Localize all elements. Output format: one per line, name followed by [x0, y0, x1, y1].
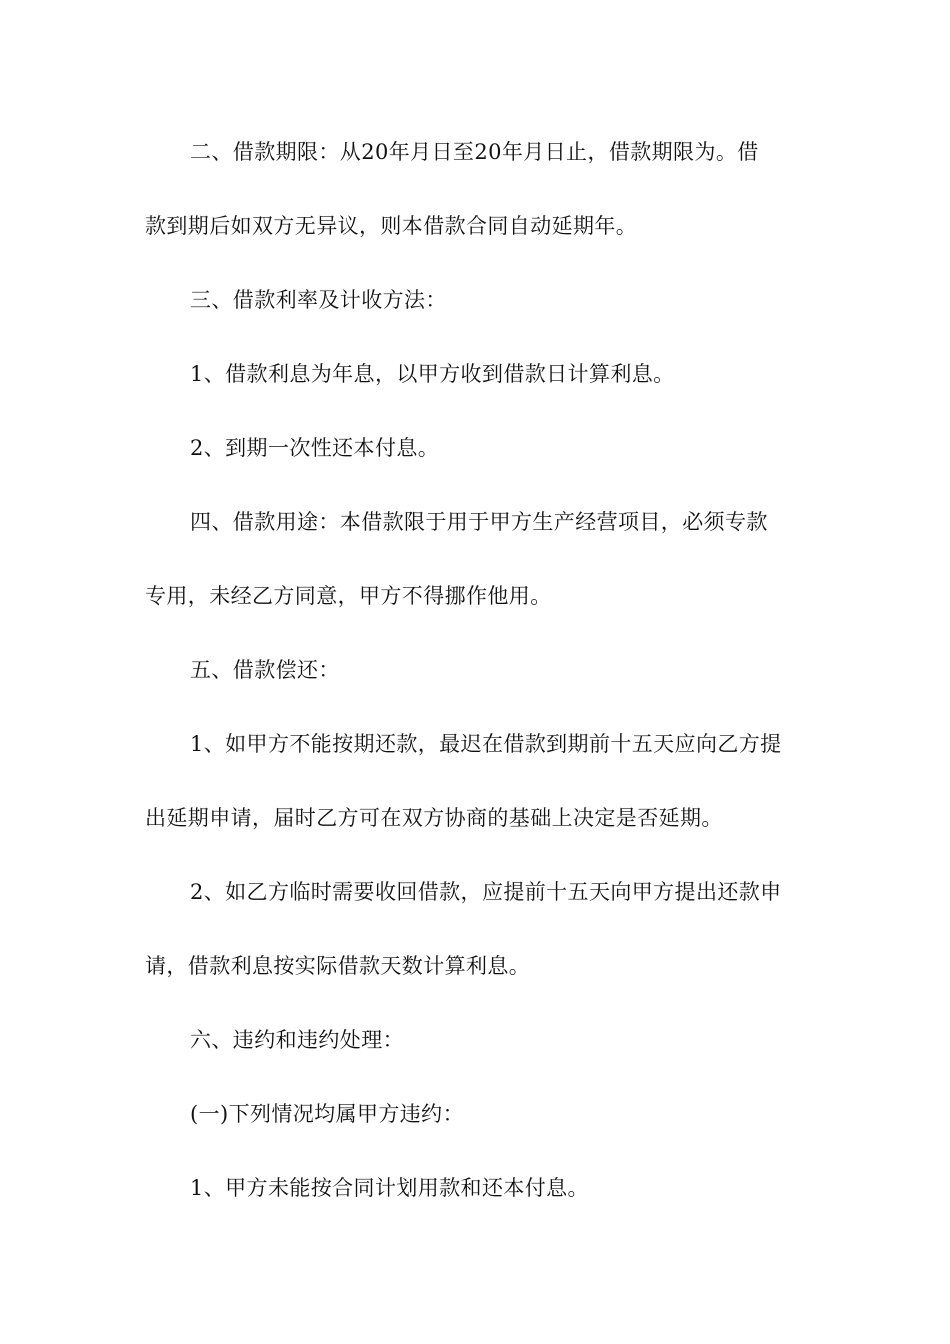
section-3-item-2: 2、到期一次性还本付息。: [190, 436, 440, 460]
section-2-loan-term-line-2: 款到期后如双方无异议，则本借款合同自动延期年。: [145, 214, 638, 238]
section-3-item-1: 1、借款利息为年息，以甲方收到借款日计算利息。: [190, 362, 675, 386]
section-4-purpose-line-2: 专用，未经乙方同意，甲方不得挪作他用。: [145, 584, 552, 608]
section-5-item-1-line-1: 1、如甲方不能按期还款，最迟在借款到期前十五天应向乙方提: [190, 732, 782, 756]
section-2-loan-term-line-1: 二、借款期限：从20年月日至20年月日止，借款期限为。借: [190, 140, 759, 164]
section-5-heading: 五、借款偿还：: [190, 658, 340, 682]
section-4-purpose-line-1: 四、借款用途：本借款限于用于甲方生产经营项目，必须专款: [190, 510, 768, 534]
section-6-item-1: 1、甲方未能按合同计划用款和还本付息。: [190, 1176, 589, 1200]
section-5-item-2-line-2: 请，借款利息按实际借款天数计算利息。: [145, 954, 531, 978]
section-5-item-2-line-1: 2、如乙方临时需要收回借款，应提前十五天向甲方提出还款申: [190, 880, 782, 904]
section-6-subheading-1: (一)下列情况均属甲方违约：: [190, 1102, 464, 1126]
section-5-item-1-line-2: 出延期申请，届时乙方可在双方协商的基础上决定是否延期。: [145, 806, 723, 830]
section-6-heading: 六、违约和违约处理：: [190, 1028, 404, 1052]
section-3-heading: 三、借款利率及计收方法：: [190, 288, 447, 312]
